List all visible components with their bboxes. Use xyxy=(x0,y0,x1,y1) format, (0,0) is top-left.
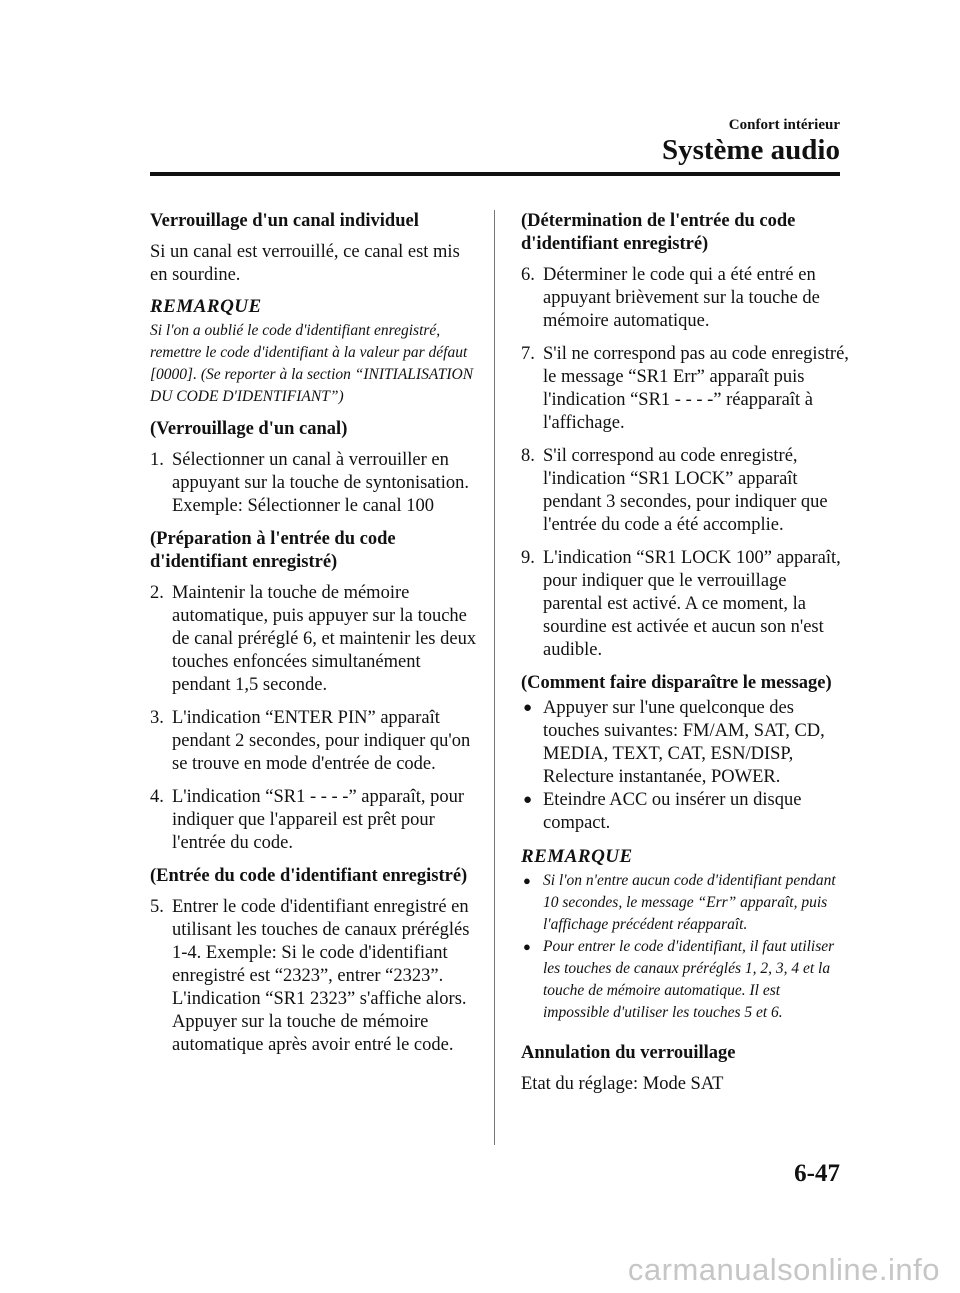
step-1 xyxy=(150,449,478,518)
step-number: 5. xyxy=(150,897,164,917)
column-divider xyxy=(494,210,495,1145)
step-number: 3. xyxy=(150,708,164,728)
note-bullet-text: Pour entrer le code d'identifiant, il faut utiliser les touches de canaux préréglés 1, 2, 3, 4 et la touche de mémoire automatique. Il est impossible d'utiliser les touches 5 et 6. xyxy=(543,938,835,1021)
step-number: 8. xyxy=(521,446,535,466)
note-bullet-text: Si l'on n'entre aucun code d'identifiant pendant 10 secondes, le message “Err” apparaît, puis l'affichage précédent réapparaît. xyxy=(543,872,836,933)
note-title: REMARQUE xyxy=(521,846,633,867)
step-number: 6. xyxy=(521,265,535,285)
note-title: REMARQUE xyxy=(150,296,262,317)
step-text: Déterminer le code qui a été entré en appuyant brièvement sur la touche de mémoire automatique. xyxy=(543,265,820,331)
step-text: S'il correspond au code enregistré, l'indication “SR1 LOCK” apparaît pendant 3 secondes, pour indiquer que l'entrée du code a été accomplie. xyxy=(543,446,828,535)
bullet-dot-icon: ● xyxy=(523,939,531,954)
step-number: 4. xyxy=(150,787,164,807)
subheading-preparation: (Préparation à l'entrée du code d'identifiant enregistré) xyxy=(150,529,396,572)
section-label: Confort intérieur xyxy=(728,117,840,133)
step-number: 7. xyxy=(521,344,535,364)
note-bullet xyxy=(521,936,849,1024)
bullet-dot-icon: ● xyxy=(523,873,531,888)
step-number: 1. xyxy=(150,450,164,470)
subheading-determination: (Détermination de l'entrée du code d'identifiant enregistré) xyxy=(521,211,796,254)
subheading-code-entry: (Entrée du code d'identifiant enregistré) xyxy=(150,866,468,886)
subheading-lock-channel: (Verrouillage d'un canal) xyxy=(150,419,348,439)
page-title: Système audio xyxy=(661,134,840,166)
step-5 xyxy=(150,896,478,1057)
note-text: Si l'on a oublié le code d'identifiant enregistré, remettre le code d'identifiant à la valeur par défaut [0000]. (Se reporter à la section “INITIALISATION DU CODE D'IDENTIFIANT”) xyxy=(150,322,474,405)
bullet-dot-icon: ● xyxy=(523,700,533,716)
bullet-text: Appuyer sur l'une quelconque des touches suivantes: FM/AM, SAT, CD, MEDIA, TEXT, CAT, ESN/DISP, Relecture instantanée, POWER. xyxy=(543,698,825,787)
step-number: 2. xyxy=(150,583,164,603)
step-4 xyxy=(150,786,478,855)
bullet-text: Eteindre ACC ou insérer un disque compact. xyxy=(543,790,802,833)
bullet-item xyxy=(521,789,849,835)
step-text: L'indication “SR1 LOCK 100” apparaît, pour indiquer que le verrouillage parental est activé. A ce moment, la sourdine est activée et aucun son n'est audible. xyxy=(543,548,841,660)
step-number: 9. xyxy=(521,548,535,568)
step-8 xyxy=(521,445,849,537)
note-bullet xyxy=(521,870,849,936)
left-column xyxy=(150,210,478,1067)
bullet-dot-icon: ● xyxy=(523,792,533,808)
right-column xyxy=(521,210,849,1104)
watermark: carmanualsonline.info xyxy=(627,1252,940,1287)
step-text: L'indication “ENTER PIN” apparaît pendant 2 secondes, pour indiquer qu'on se trouve en mode d'entrée de code. xyxy=(172,708,471,774)
step-7 xyxy=(521,343,849,435)
heading-unlock: Annulation du verrouillage xyxy=(521,1043,736,1063)
step-text: Maintenir la touche de mémoire automatique, puis appuyer sur la touche de canal préréglé 6, et maintenir les deux touches enfoncées simultanément pendant 1,5 seconde. xyxy=(172,583,477,695)
page-number: 6-47 xyxy=(794,1160,840,1187)
setting-state: Etat du réglage: Mode SAT xyxy=(521,1074,724,1094)
bullet-item xyxy=(521,697,849,789)
step-9 xyxy=(521,547,849,662)
step-text: S'il ne correspond pas au code enregistré, le message “SR1 Err” apparaît puis l'indication “SR1 - - - -” réapparaît à l'affichage. xyxy=(543,344,849,433)
step-text: Entrer le code d'identifiant enregistré en utilisant les touches de canaux préréglés 1-4. Exemple: Si le code d'identifiant enregistré est “2323”, entrer “2323”. L'indication “SR1 2323” s'affiche alors. Appuyer sur la touche de mémoire automatique après avoir entré le code. xyxy=(172,897,470,1055)
step-text: L'indication “SR1 - - - -” apparaît, pour indiquer que l'appareil est prêt pour l'entrée du code. xyxy=(172,787,465,853)
step-6 xyxy=(521,264,849,333)
intro-paragraph: Si un canal est verrouillé, ce canal est mis en sourdine. xyxy=(150,242,460,285)
step-2 xyxy=(150,582,478,697)
heading-channel-lock: Verrouillage d'un canal individuel xyxy=(150,211,419,231)
header-rule xyxy=(150,172,840,176)
step-3 xyxy=(150,707,478,776)
subheading-clear-message: (Comment faire disparaître le message) xyxy=(521,673,832,693)
step-text: Sélectionner un canal à verrouiller en appuyant sur la touche de syntonisation. Exemple: Sélectionner le canal 100 xyxy=(172,450,469,516)
